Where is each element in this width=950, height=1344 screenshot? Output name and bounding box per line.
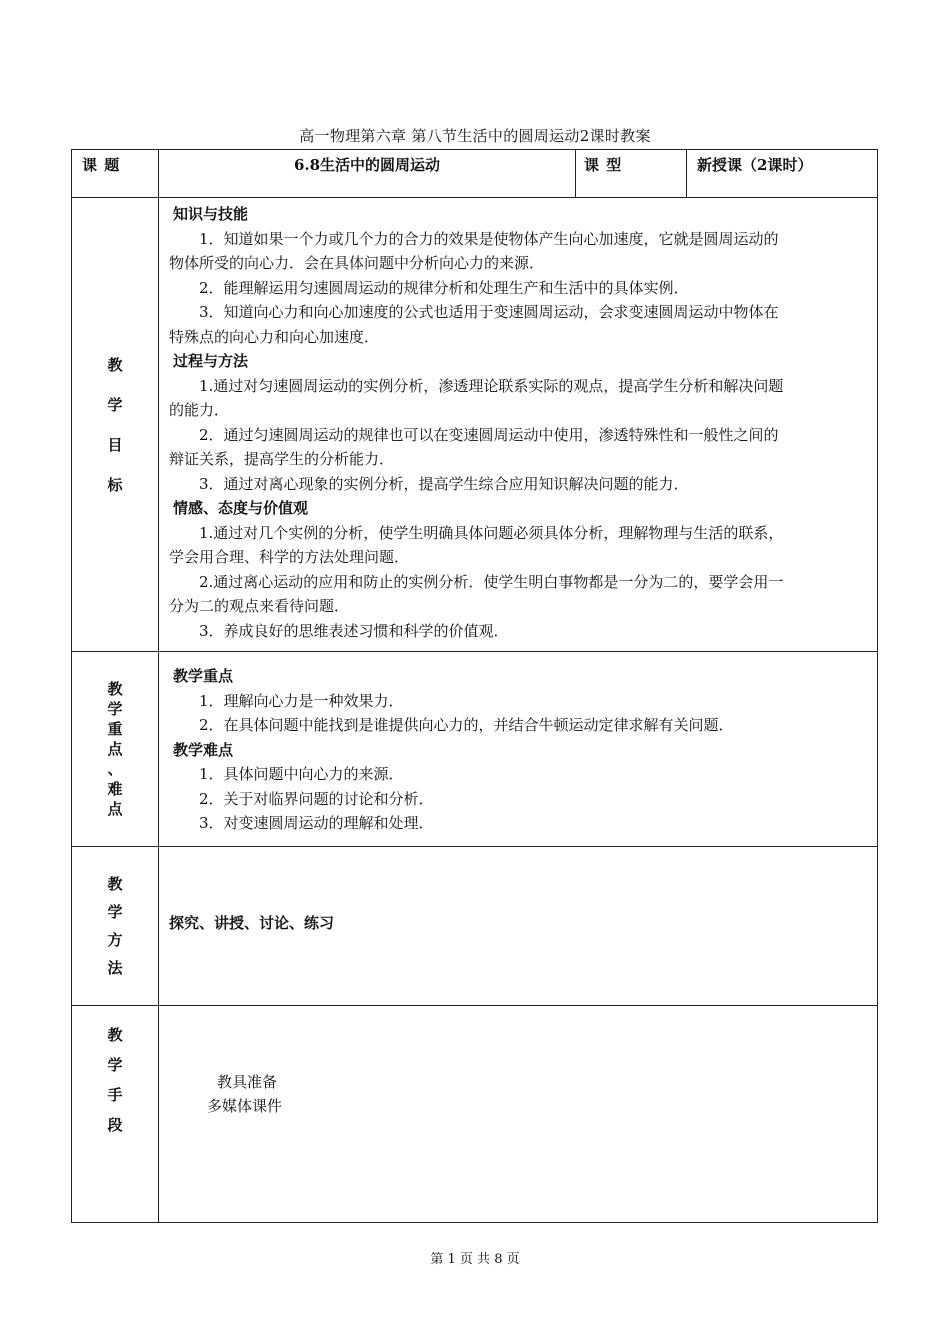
side-char: 教 — [107, 1026, 123, 1044]
side-char: 点 — [107, 740, 123, 758]
side-char: 学 — [107, 395, 123, 414]
side-char: 教 — [107, 875, 123, 893]
list-item: 2．关于对临界问题的讨论和分析． — [199, 789, 434, 808]
side-char: 学 — [107, 1056, 123, 1074]
type-label-cell — [576, 150, 687, 198]
paragraph: 1．知道如果一个力或几个力的合力的效果是使物体产生向心加速度，它就是圆周运动的 — [199, 229, 779, 248]
topic-label-cell — [72, 150, 159, 198]
side-char: 学 — [107, 700, 123, 718]
side-char: 教 — [107, 355, 123, 374]
methods-value: 探究、讲授、讨论、练习 — [169, 913, 335, 932]
side-char: 教 — [107, 680, 123, 698]
side-char: 标 — [107, 475, 123, 494]
side-char: 手 — [107, 1086, 123, 1104]
section-heading: 教学难点 — [173, 740, 234, 759]
methods-row — [72, 847, 878, 1006]
topic-value: 6.8生活中的圆周运动 — [293, 156, 441, 174]
paragraph: 2．能理解运用匀速圆周运动的规律分析和处理生产和生活中的具体实例． — [199, 278, 689, 297]
means-line: 教具准备 — [217, 1073, 278, 1091]
methods-side-label — [72, 847, 159, 1006]
side-char: 点 — [107, 800, 123, 818]
type-value: 新授课（2课时） — [697, 156, 813, 174]
paragraph-continuation: 辩证关系，提高学生的分析能力． — [169, 450, 395, 468]
paragraph: 2.通过离心运动的应用和防止的实例分析．使学生明白事物都是一分为二的，要学会用一 — [199, 572, 784, 591]
section-heading: 知识与技能 — [173, 205, 249, 223]
list-item: 2．在具体问题中能找到是谁提供向心力的，并结合牛顿运动定律求解有关问题． — [199, 716, 734, 734]
key-points-side-label — [72, 652, 159, 847]
document-title: 高一物理第六章 第八节生活中的圆周运动2课时教案 — [299, 127, 651, 145]
lesson-plan-table — [71, 149, 878, 1223]
list-item: 1．理解向心力是一种效果力． — [199, 691, 404, 710]
side-char: 、 — [107, 760, 123, 778]
paragraph: 1.通过对几个实例的分析，使学生明确具体问题必须具体分析，理解物理与生活的联系， — [199, 523, 784, 542]
paragraph: 1.通过对匀速圆周运动的实例分析，渗透理论联系实际的观点，提高学生分析和解决问题 — [199, 376, 784, 395]
topic-value-cell — [159, 150, 576, 198]
means-line: 多媒体课件 — [207, 1097, 283, 1115]
list-item: 3．对变速圆周运动的理解和处理． — [199, 814, 434, 832]
objectives-content — [159, 198, 878, 652]
side-char: 目 — [107, 435, 123, 454]
key-points-row — [72, 652, 878, 847]
type-value-cell — [687, 150, 878, 198]
paragraph: 3．通过对离心现象的实例分析，提高学生综合应用知识解决问题的能力． — [199, 474, 689, 493]
key-points-content — [159, 652, 878, 847]
side-char: 学 — [107, 903, 123, 921]
means-row — [72, 1006, 878, 1223]
side-char: 重 — [107, 720, 123, 738]
topic-label: 课 题 — [82, 156, 121, 174]
means-side-label — [72, 1006, 159, 1223]
section-heading: 过程与方法 — [173, 352, 249, 370]
side-char: 法 — [107, 959, 123, 977]
objectives-side-label — [72, 198, 159, 652]
type-label: 课 型 — [584, 156, 623, 174]
paragraph-continuation: 分为二的观点来看待问题． — [169, 597, 350, 615]
paragraph-continuation: 特殊点的向心力和向心加速度． — [169, 327, 380, 346]
paragraph-continuation: 物体所受的向心力．会在具体问题中分析向心力的来源． — [169, 254, 545, 272]
side-char: 方 — [107, 931, 123, 949]
section-heading: 情感、态度与价值观 — [173, 499, 309, 517]
page-number: 第 1 页 共 8 页 — [430, 1252, 520, 1267]
paragraph: 3．养成良好的思维表述习惯和科学的价值观． — [199, 621, 509, 640]
paragraph-continuation: 的能力． — [169, 401, 230, 419]
methods-content — [159, 847, 878, 1006]
side-char: 难 — [107, 780, 123, 798]
header-row — [72, 150, 878, 198]
paragraph-continuation: 学会用合理、科学的方法处理问题． — [169, 548, 410, 566]
side-char: 段 — [107, 1116, 123, 1134]
paragraph: 2．通过匀速圆周运动的规律也可以在变速圆周运动中使用，渗透特殊性和一般性之间的 — [199, 425, 779, 444]
objectives-row — [72, 198, 878, 652]
list-item: 1．具体问题中向心力的来源． — [199, 765, 404, 783]
means-content — [159, 1006, 878, 1223]
section-heading: 教学重点 — [173, 667, 234, 685]
paragraph: 3．知道向心力和向心加速度的公式也适用于变速圆周运动，会求变速圆周运动中物体在 — [199, 303, 779, 321]
